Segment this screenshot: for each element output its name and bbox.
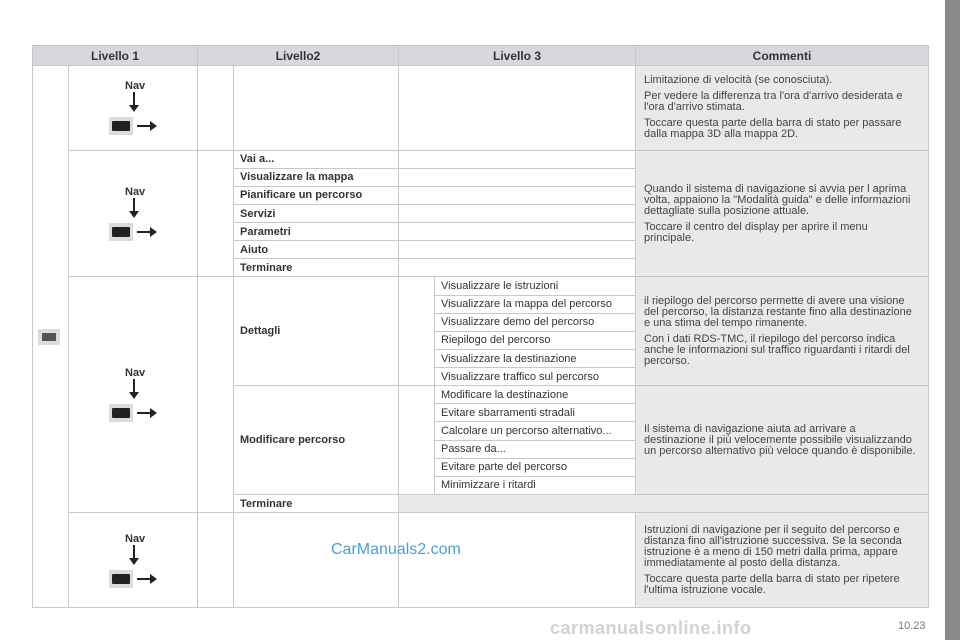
comment-dettagli: il riepilogo del percorso permette di avere una visione del percorso, la distanza restante fino alla destinazione e una stima del tempo rimanente. Con i dati RDS-TMC, il riepilogo del percorso indica anche le informazioni sul traffico riguardanti i ritardi del percorso. bbox=[636, 277, 929, 386]
page-number: 10.23 bbox=[898, 620, 926, 632]
submenu-item[interactable]: Visualizzare la mappa del percorso bbox=[435, 295, 636, 313]
watermark: CarManuals2.com bbox=[331, 541, 461, 558]
header-level3: Livello 3 bbox=[399, 46, 636, 66]
menu-item-vai-a[interactable]: Vai a... bbox=[234, 150, 399, 168]
submenu-item[interactable]: Visualizzare le istruzioni bbox=[435, 277, 636, 295]
menu-item-terminare[interactable]: Terminare bbox=[234, 259, 399, 277]
menu-item-pianificare-percorso[interactable]: Pianificare un percorso bbox=[234, 186, 399, 204]
comment-section2: Quando il sistema di navigazione si avvia per l aprima volta, appaiono la "Modalità guida" e delle informazioni dettagliate sulla posizione attuale. Toccare il centro del display per aprire il menu principale. bbox=[636, 150, 929, 277]
menu-item-aiuto[interactable]: Aiuto bbox=[234, 241, 399, 259]
arrow-right-icon bbox=[137, 226, 157, 238]
submenu-item[interactable]: Riepilogo del percorso bbox=[435, 331, 636, 349]
comment-section4: Istruzioni di navigazione per il seguito del percorso e distanza fino all'istruzione successiva. Se la seconda istruzione è a meno di 150 metri dalla prima, appare immediatamente al posto della distanza. Toccare questa parte della barra di stato per ripetere l'ultima istruzione vocale. bbox=[636, 513, 929, 608]
header-level2: Livello2 bbox=[198, 46, 399, 66]
submenu-item[interactable]: Minimizzare i ritardi bbox=[435, 476, 636, 494]
submenu-item[interactable]: Visualizzare demo del percorso bbox=[435, 313, 636, 331]
header-comments: Commenti bbox=[636, 46, 929, 66]
side-column bbox=[33, 66, 69, 608]
screen-device-icon bbox=[109, 404, 133, 422]
arrow-down-icon bbox=[127, 545, 141, 565]
nav-label: Nav bbox=[125, 532, 146, 545]
nav-label: Nav bbox=[125, 367, 146, 380]
arrow-down-icon bbox=[127, 198, 141, 218]
menu-item-terminare-route[interactable]: Terminare bbox=[234, 494, 399, 512]
scrollbar[interactable] bbox=[945, 0, 960, 640]
screen-device-icon bbox=[109, 570, 133, 588]
nav-cell-3 bbox=[69, 277, 198, 513]
submenu-item[interactable]: Evitare parte del percorso bbox=[435, 458, 636, 476]
screen-device-icon bbox=[38, 329, 60, 345]
comment-modificare-percorso: Il sistema di navigazione aiuta ad arrivare a destinazione il più velocemente possibile visualizzando un percorso alternativo più veloce quando è disponibile. bbox=[636, 386, 929, 495]
menu-item-servizi[interactable]: Servizi bbox=[234, 204, 399, 222]
submenu-item[interactable]: Visualizzare traffico sul percorso bbox=[435, 368, 636, 386]
submenu-item[interactable]: Calcolare un percorso alternativo... bbox=[435, 422, 636, 440]
nav-cell-2 bbox=[69, 150, 198, 277]
screen-device-icon bbox=[109, 223, 133, 241]
screen-device-icon bbox=[109, 117, 133, 135]
arrow-right-icon bbox=[137, 407, 157, 419]
arrow-down-icon bbox=[127, 379, 141, 399]
arrow-right-icon bbox=[137, 573, 157, 585]
submenu-item[interactable]: Passare da... bbox=[435, 440, 636, 458]
menu-item-visualizzare-mappa[interactable]: Visualizzare la mappa bbox=[234, 168, 399, 186]
menu-item-parametri[interactable]: Parametri bbox=[234, 223, 399, 241]
submenu-item[interactable]: Evitare sbarramenti stradali bbox=[435, 404, 636, 422]
nav-label: Nav bbox=[125, 186, 146, 199]
nav-label: Nav bbox=[125, 80, 146, 93]
nav-cell-1 bbox=[69, 66, 198, 151]
submenu-item[interactable]: Visualizzare la destinazione bbox=[435, 349, 636, 367]
menu-item-dettagli[interactable]: Dettagli bbox=[234, 277, 399, 386]
comment-section1: Limitazione di velocità (se conosciuta). Per vedere la differenza tra l'ora d'arrivo desiderata e l'ora d'arrivo stimata. Toccare questa parte della barra di stato per passare dalla mappa 3D alla mappa 2D. bbox=[636, 66, 929, 151]
submenu-item[interactable]: Modificare la destinazione bbox=[435, 386, 636, 404]
header-level1: Livello 1 bbox=[33, 46, 198, 66]
navigation-menu-table bbox=[32, 45, 929, 608]
menu-item-modificare-percorso[interactable]: Modificare percorso bbox=[234, 386, 399, 495]
footer-watermark: carmanualsonline.info bbox=[550, 618, 752, 638]
arrow-down-icon bbox=[127, 92, 141, 112]
nav-cell-4 bbox=[69, 513, 198, 608]
arrow-right-icon bbox=[137, 120, 157, 132]
